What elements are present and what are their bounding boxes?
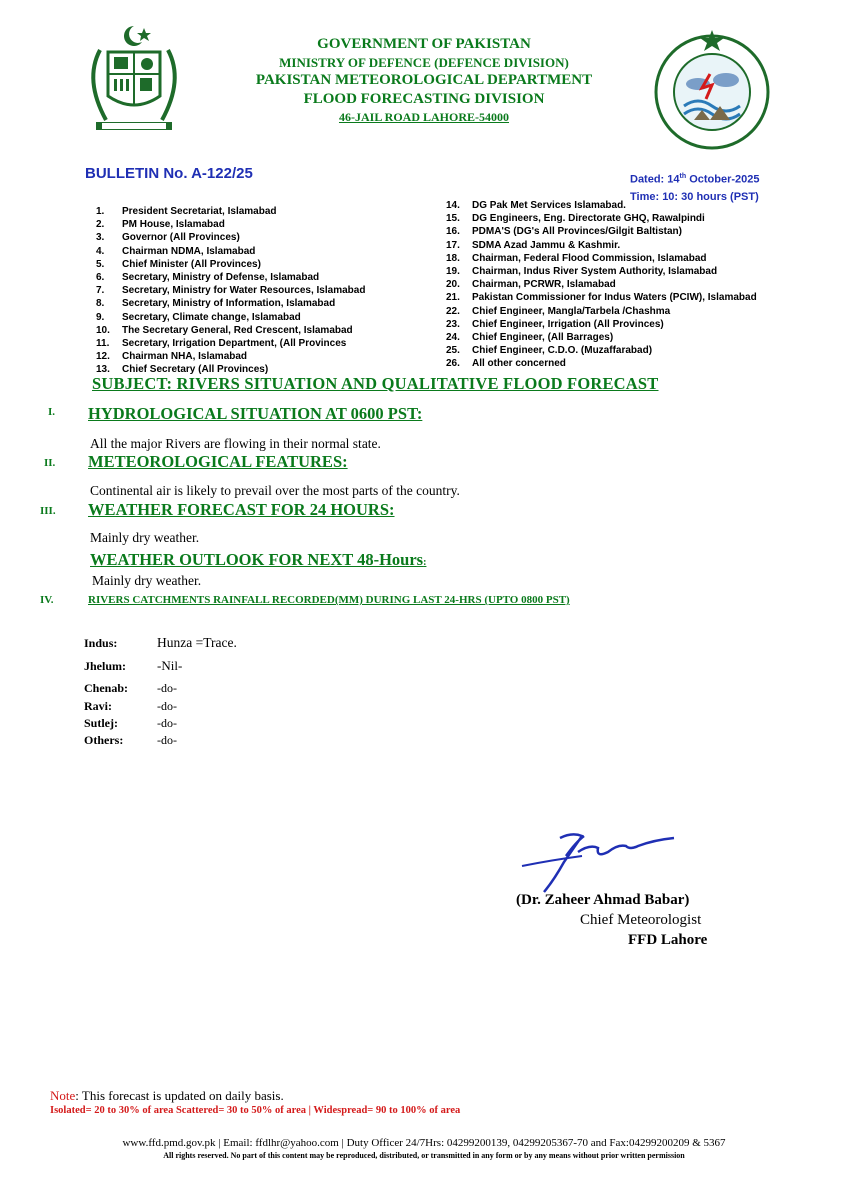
distribution-item-number: 11. (96, 338, 110, 350)
distribution-item-number: 19. (446, 266, 460, 278)
distribution-item-text: Governor (All Provinces) (122, 232, 240, 244)
distribution-item-number: 13. (96, 364, 110, 376)
distribution-item-text: Secretary, Irrigation Department, (All Provinces (122, 338, 347, 350)
distribution-item-text: SDMA Azad Jammu & Kashmir. (472, 239, 621, 251)
section-4-number: IV. (40, 594, 54, 606)
section-1-heading: HYDROLOGICAL SITUATION AT 0600 PST: (88, 404, 423, 423)
signature-icon (512, 826, 692, 896)
section-1-body: All the major Rivers are flowing in their normal state. (90, 436, 381, 451)
rainfall-value: -do- (157, 699, 177, 713)
distribution-item (96, 350, 365, 363)
section-2-body: Continental air is likely to prevail over the most parts of the country. (90, 483, 460, 498)
distribution-item-number: 22. (446, 305, 460, 317)
distribution-item-number: 25. (446, 345, 460, 357)
footer-rights: All rights reserved. No part of this content may be reproduced, distributed, or transmitted in any form or by any means without prior written permission (163, 1151, 685, 1160)
date-sup: th (679, 173, 687, 180)
header-line-division: FLOOD FORECASTING DIVISION (303, 91, 545, 107)
distribution-item-text: Pakistan Commissioner for Indus Waters (PCIW), Islamabad (472, 292, 757, 304)
distribution-item-number: 8. (96, 298, 105, 310)
distribution-list-right (446, 199, 757, 371)
signatory-office: FFD Lahore (628, 932, 708, 948)
distribution-item (96, 205, 365, 218)
distribution-item (446, 318, 757, 331)
distribution-item-number: 9. (96, 311, 105, 323)
section-3-number: III. (40, 505, 56, 517)
distribution-item-text: Chairman, PCRWR, Islamabad (472, 279, 616, 291)
section-3-heading: WEATHER FORECAST FOR 24 HOURS: (88, 500, 395, 519)
distribution-item-number: 20. (446, 279, 460, 291)
distribution-item-number: 17. (446, 239, 460, 251)
distribution-item-number: 10. (96, 324, 110, 336)
distribution-item-number: 7. (96, 285, 105, 297)
bulletin-number: BULLETIN No. A-122/25 (85, 165, 253, 182)
footer-contact: www.ffd.pmd.gov.pk | Email: ffdlhr@yahoo.com | Duty Officer 24/7Hrs: 04299200139, 04299205367-70 and Fax:04299200209 & 5367 (122, 1137, 726, 1149)
distribution-item-text: President Secretariat, Islamabad (122, 206, 277, 217)
header-line-department: PAKISTAN METEOROLOGICAL DEPARTMENT (255, 72, 593, 88)
distribution-item-text: Secretary, Ministry of Information, Islamabad (122, 298, 336, 310)
distribution-item (96, 218, 365, 231)
distribution-item (96, 231, 365, 244)
signatory-name: (Dr. Zaheer Ahmad Babar) (516, 892, 690, 908)
distribution-item-number: 12. (96, 351, 110, 363)
header-line-ministry: MINISTRY OF DEFENCE (DEFENCE DIVISION) (279, 55, 569, 70)
distribution-item-text: Secretary, Ministry of Defense, Islamabad (122, 272, 320, 284)
section-4-heading: RIVERS CATCHMENTS RAINFALL RECORDED(MM) DURING LAST 24-HRS (UPTO 0800 PST) (88, 594, 570, 606)
distribution-item-text: Secretary, Climate change, Islamabad (122, 311, 301, 323)
rainfall-value: -Nil- (157, 658, 183, 673)
rainfall-river: Chenab: (84, 681, 129, 695)
section-3b-heading (90, 550, 426, 570)
distribution-item (96, 258, 365, 271)
distribution-item (446, 225, 757, 238)
rainfall-river: Others: (84, 733, 124, 747)
distribution-item (446, 265, 757, 278)
distribution-item-text: Chairman NDMA, Islamabad (122, 245, 256, 257)
note (50, 1088, 284, 1104)
distribution-item-text: Secretary, Ministry for Water Resources, Islamabad (122, 285, 366, 297)
note-label: Note (50, 1088, 76, 1103)
rainfall-river: Jhelum: (84, 659, 126, 673)
distribution-item-text: Chief Engineer, Mangla/Tarbela /Chashma (472, 305, 671, 317)
coverage-legend: Isolated= 20 to 30% of area Scattered= 30 to 50% of area | Widespread= 90 to 100% of area (50, 1105, 461, 1116)
distribution-item (446, 212, 757, 225)
distribution-item-number: 1. (96, 206, 105, 217)
distribution-item-number: 18. (446, 252, 460, 264)
distribution-item-text: The Secretary General, Red Crescent, Islamabad (122, 324, 353, 336)
distribution-item-number: 5. (96, 258, 105, 270)
distribution-item (446, 344, 757, 357)
distribution-item-number: 16. (446, 226, 460, 238)
date-rest: October-2025 (686, 173, 760, 186)
date-label: Dated: 14 (630, 173, 680, 186)
header-line-government: GOVERNMENT OF PAKISTAN (317, 36, 531, 52)
section-3-body: Mainly dry weather. (90, 530, 200, 545)
distribution-item-text: All other concerned (472, 358, 566, 370)
distribution-item-number: 14. (446, 200, 460, 211)
distribution-item-text: PM House, Islamabad (122, 219, 225, 231)
subject-line: SUBJECT: RIVERS SITUATION AND QUALITATIVE FLOOD FORECAST (92, 374, 659, 393)
bulletin-time: Time: 10: 30 hours (PST) (630, 190, 759, 203)
distribution-item-text: Chief Engineer, (All Barrages) (472, 332, 614, 344)
distribution-item (446, 199, 757, 212)
distribution-item-text: Chairman, Indus River System Authority, Islamabad (472, 266, 718, 278)
distribution-item (446, 252, 757, 265)
bulletin-date (630, 168, 760, 189)
distribution-item (446, 357, 757, 370)
distribution-item-number: 26. (446, 358, 460, 370)
rainfall-river: Indus: (84, 636, 118, 650)
rainfall-river: Ravi: (84, 699, 112, 713)
distribution-item (96, 271, 365, 284)
distribution-item-number: 2. (96, 219, 105, 231)
section-2-number: II. (44, 457, 56, 469)
distribution-item-number: 6. (96, 272, 105, 284)
distribution-item (96, 297, 365, 310)
distribution-item (96, 311, 365, 324)
distribution-item (96, 245, 365, 258)
distribution-item-number: 3. (96, 232, 105, 244)
distribution-item (446, 278, 757, 291)
distribution-item (446, 331, 757, 344)
distribution-item-text: DG Engineers, Eng. Directorate GHQ, Rawalpindi (472, 213, 705, 225)
distribution-item (96, 284, 365, 297)
distribution-item-text: Chairman NHA, Islamabad (122, 351, 248, 363)
distribution-item (96, 324, 365, 337)
distribution-item-text: DG Pak Met Services Islamabad. (472, 200, 626, 211)
distribution-item-text: Chief Engineer, Irrigation (All Provinces) (472, 318, 664, 330)
rainfall-value: -do- (157, 716, 177, 730)
distribution-item (446, 291, 757, 304)
rainfall-river: Sutlej: (84, 716, 118, 730)
distribution-item-text: Chief Engineer, C.D.O. (Muzaffarabad) (472, 345, 653, 357)
header-address: 46-JAIL ROAD LAHORE-54000 (338, 110, 509, 124)
distribution-item (446, 305, 757, 318)
distribution-item-number: 23. (446, 318, 460, 330)
section-1-number: I. (48, 406, 56, 418)
distribution-item-number: 15. (446, 213, 460, 225)
section-3b-heading-text: WEATHER OUTLOOK FOR NEXT 48-Hours (90, 550, 424, 569)
distribution-item-number: 4. (96, 245, 105, 257)
distribution-item-text: Chief Minister (All Provinces) (122, 258, 261, 270)
distribution-item-number: 24. (446, 332, 460, 344)
rainfall-value: -do- (157, 681, 177, 695)
distribution-item-number: 21. (446, 292, 460, 304)
rainfall-value: -do- (157, 733, 177, 747)
section-3b-body: Mainly dry weather. (92, 573, 202, 588)
distribution-item (446, 239, 757, 252)
distribution-list-left (96, 205, 365, 377)
distribution-item (96, 337, 365, 350)
distribution-item-text: Chairman, Federal Flood Commission, Islamabad (472, 252, 707, 264)
note-text: : This forecast is updated on daily basis. (75, 1088, 284, 1103)
section-2-heading: METEOROLOGICAL FEATURES: (88, 452, 348, 471)
signatory-title: Chief Meteorologist (580, 912, 702, 928)
distribution-item-text: PDMA'S (DG's All Provinces/Gilgit Baltistan) (472, 226, 682, 238)
rainfall-value: Hunza =Trace. (157, 635, 237, 650)
section-3b-colon: : (423, 557, 427, 568)
distribution-item-text: Chief Secretary (All Provinces) (122, 364, 269, 376)
